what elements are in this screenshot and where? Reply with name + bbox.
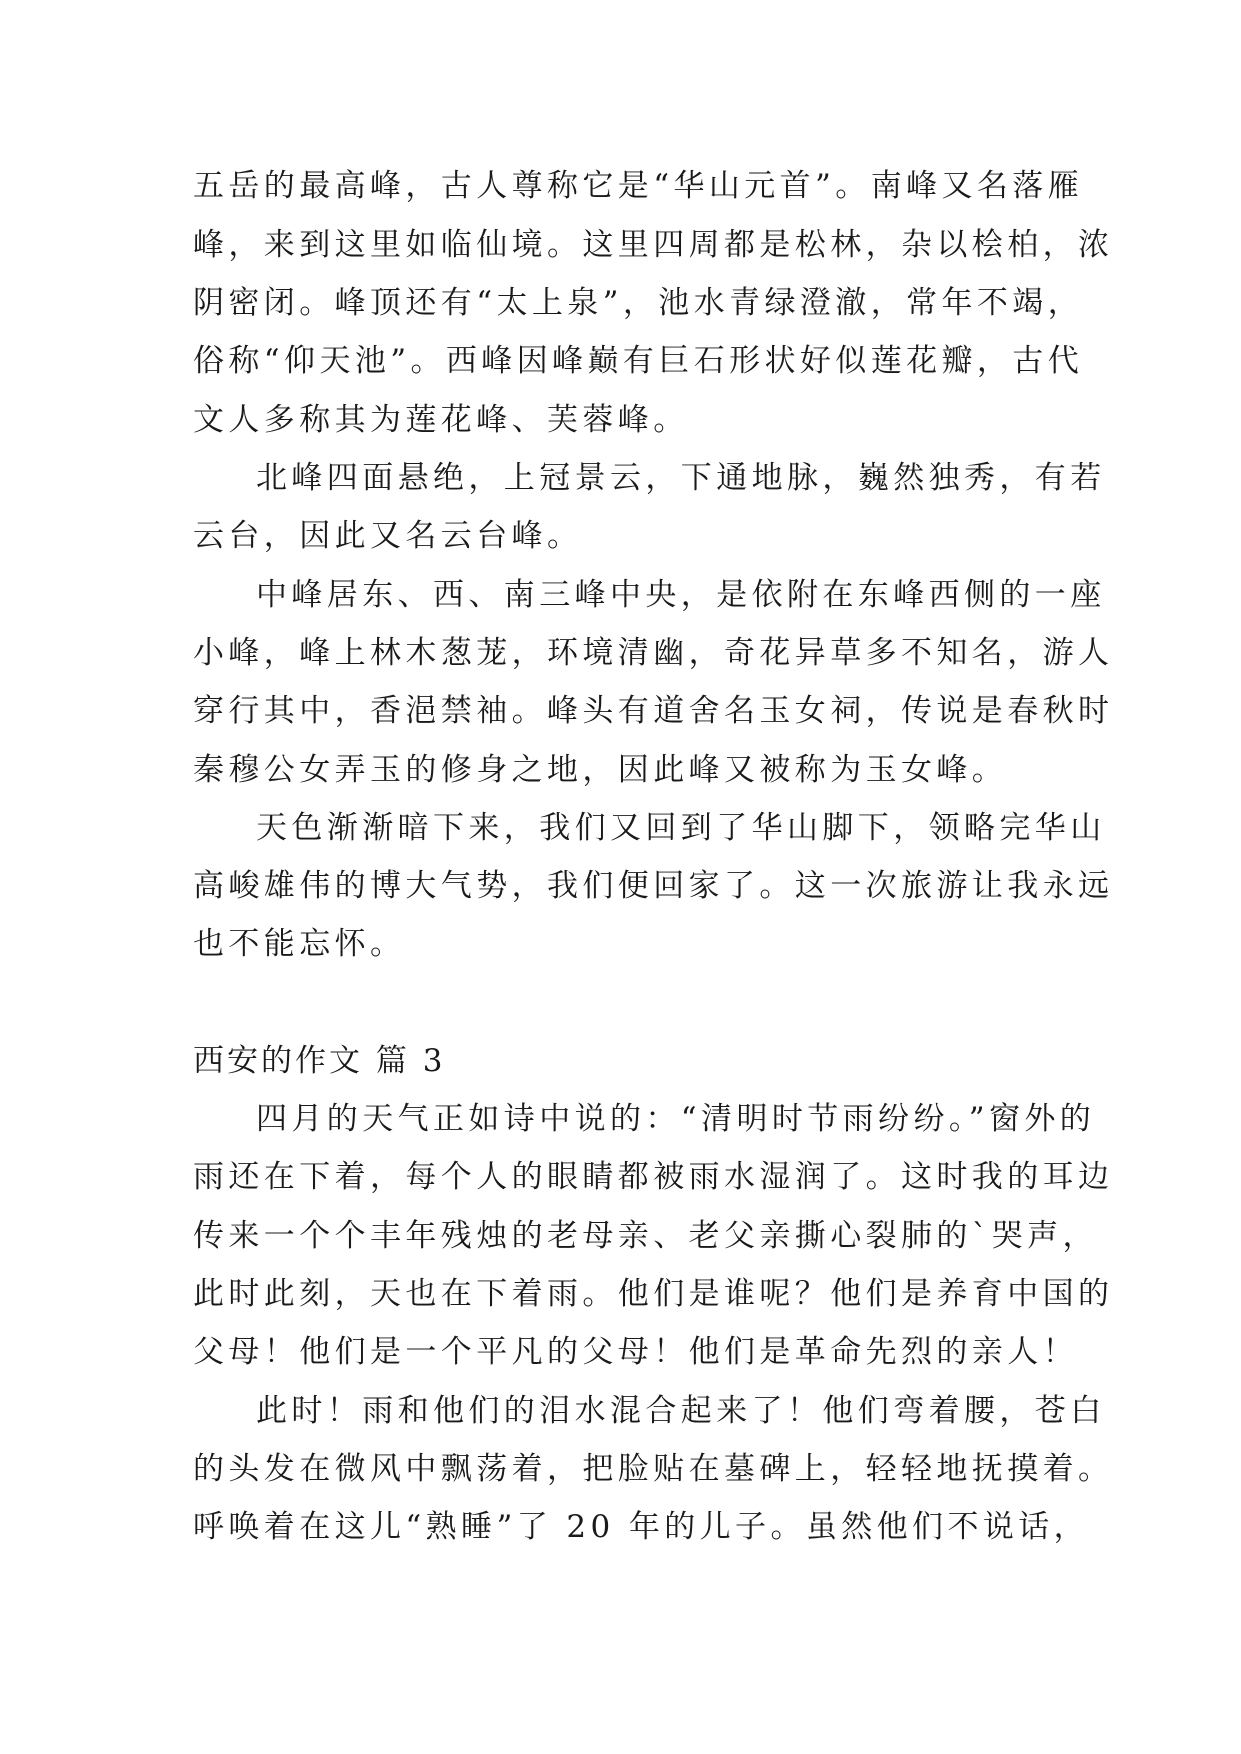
text-line: 俗称“仰天池”。西峰因峰巅有巨石形状好似莲花瓣，古代 bbox=[193, 343, 1084, 379]
text-line: 穿行其中，香浥禁袖。峰头有道舍名玉女祠，传说是春秋时 bbox=[193, 693, 1114, 729]
text-line: 父母！他们是一个平凡的父母！他们是革命先烈的亲人！ bbox=[193, 1334, 1078, 1370]
text-line: 阴密闭。峰顶还有“太上泉”，池水青绿澄澈，常年不竭， bbox=[193, 285, 1084, 321]
text-line: 高峻雄伟的博大气势，我们便回家了。这一次旅游让我永远 bbox=[193, 868, 1114, 904]
text-line: 小峰，峰上林木葱茏，环境清幽，奇花异草多不知名，游人 bbox=[193, 635, 1114, 671]
paragraph-start-line: 天色渐渐暗下来，我们又回到了华山脚下，领略完华山 bbox=[256, 810, 1106, 846]
text-line: 雨还在下着，每个人的眼睛都被雨水湿润了。这时我的耳边 bbox=[193, 1159, 1114, 1195]
text-line: 也不能忘怀。 bbox=[193, 926, 406, 962]
section-heading: 西安的作文 篇 3 bbox=[193, 1043, 446, 1079]
text-line: 峰，来到这里如临仙境。这里四周都是松林，杂以桧柏，浓 bbox=[193, 227, 1114, 263]
text-line: 文人多称其为莲花峰、芙蓉峰。 bbox=[193, 402, 689, 438]
paragraph-start-line: 四月的天气正如诗中说的：“清明时节雨纷纷。”窗外的 bbox=[256, 1101, 1096, 1137]
paragraph-start-line: 北峰四面悬绝，上冠景云，下通地脉，巍然独秀，有若 bbox=[256, 460, 1106, 496]
paragraph-start-line: 此时！雨和他们的泪水混合起来了！他们弯着腰，苍白 bbox=[256, 1393, 1106, 1429]
text-line: 秦穆公女弄玉的修身之地，因此峰又被称为玉女峰。 bbox=[193, 752, 1008, 788]
text-line: 云台，因此又名云台峰。 bbox=[193, 518, 583, 554]
text-line: 传来一个个丰年残烛的老母亲、老父亲撕心裂肺的`哭声， bbox=[193, 1218, 1098, 1254]
text-line: 的头发在微风中飘荡着，把脸贴在墓碑上，轻轻地抚摸着。 bbox=[193, 1451, 1114, 1487]
text-line: 此时此刻，天也在下着雨。他们是谁呢？他们是养育中国的 bbox=[193, 1276, 1114, 1312]
text-line: 五岳的最高峰，古人尊称它是“华山元首”。南峰又名落雁 bbox=[193, 168, 1084, 204]
text-line: 呼唤着在这儿“熟睡”了 20 年的儿子。虽然他们不说话， bbox=[193, 1509, 1090, 1545]
paragraph-start-line: 中峰居东、西、南三峰中央，是依附在东峰西侧的一座 bbox=[256, 577, 1106, 613]
